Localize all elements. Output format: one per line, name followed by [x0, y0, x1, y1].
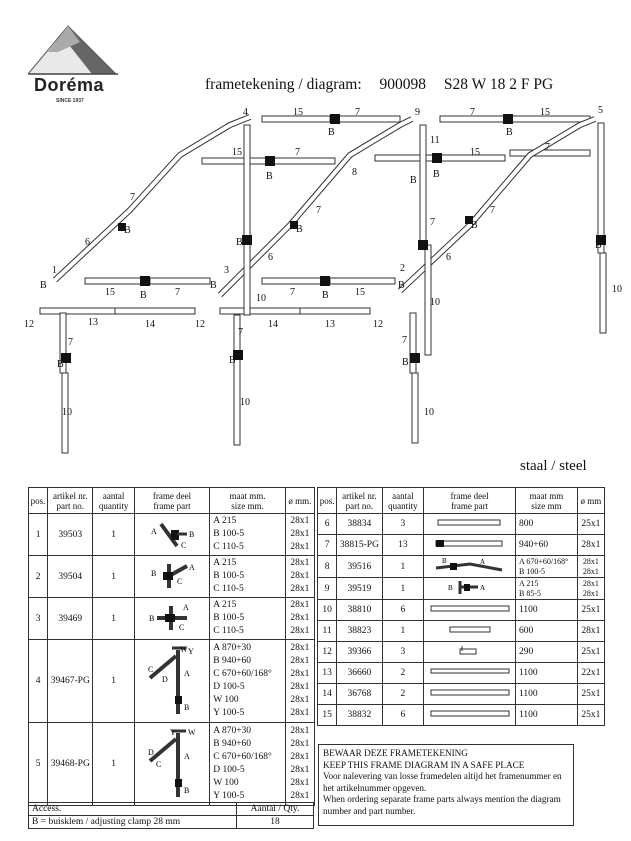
table-row: 6 38834 3 800 25x1 — [318, 514, 605, 535]
table-row: 10 38810 6 1100 25x1 — [318, 600, 605, 621]
tube-icon — [427, 709, 513, 719]
table-row: 12 39366 3 290 25x1 — [318, 642, 605, 663]
svg-text:B: B — [296, 224, 303, 235]
frame-diagram — [0, 95, 631, 455]
tube-icon — [427, 667, 513, 677]
svg-text:D: D — [147, 747, 154, 757]
svg-text:B: B — [328, 127, 335, 138]
svg-text:7: 7 — [545, 142, 550, 153]
svg-text:7: 7 — [238, 327, 243, 338]
svg-text:A: A — [183, 668, 190, 678]
svg-text:14: 14 — [268, 319, 278, 330]
svg-text:B: B — [402, 357, 409, 368]
svg-text:7: 7 — [402, 335, 407, 346]
svg-text:10: 10 — [612, 284, 622, 295]
part-diagram-3 — [147, 600, 197, 634]
svg-text:9: 9 — [415, 107, 420, 118]
acc-item: B = buisklem / adjusting clamp 28 mm — [29, 816, 237, 829]
table-row: 11 38823 1 600 28x1 — [318, 621, 605, 642]
svg-text:B: B — [410, 175, 417, 186]
svg-text:6: 6 — [446, 252, 451, 263]
bent-tube-icon — [430, 556, 510, 574]
svg-text:12: 12 — [373, 319, 383, 330]
col-size: maat mm. size mm. — [210, 488, 286, 514]
svg-text:W: W — [187, 727, 196, 737]
acc-qty-label: Aantal / Qty. — [237, 803, 314, 816]
svg-text:B: B — [506, 127, 513, 138]
col-frame: frame deel frame part — [134, 488, 210, 514]
table-row: 14 36768 2 1100 25x1 — [318, 684, 605, 705]
svg-text:B: B — [150, 569, 157, 578]
svg-text:10: 10 — [62, 407, 72, 418]
tube-icon — [430, 539, 510, 549]
svg-text:B: B — [266, 171, 273, 182]
diagram-number: 900098 — [379, 76, 427, 93]
svg-text:B: B — [140, 290, 147, 301]
svg-text:4: 4 — [243, 107, 248, 118]
part-diagram-1 — [147, 516, 197, 550]
svg-text:2: 2 — [400, 263, 405, 274]
tube-icon — [427, 604, 513, 614]
material-label: staal / steel — [520, 458, 587, 474]
svg-text:10: 10 — [256, 293, 266, 304]
svg-text:A: A — [479, 558, 485, 566]
svg-text:10: 10 — [424, 407, 434, 418]
svg-text:B: B — [40, 280, 47, 291]
svg-text:12: 12 — [195, 319, 205, 330]
acc-title: Access. — [29, 803, 237, 816]
svg-text:B: B — [124, 225, 131, 236]
svg-text:B: B — [595, 240, 602, 251]
part-diagram-2 — [147, 558, 197, 592]
tee-tube-icon — [430, 578, 510, 596]
svg-text:B: B — [183, 702, 190, 712]
svg-text:7: 7 — [175, 287, 180, 298]
svg-text:14: 14 — [145, 319, 155, 330]
svg-text:B: B — [183, 785, 190, 795]
svg-text:D: D — [161, 674, 168, 684]
svg-text:A: A — [188, 563, 195, 572]
brand-name: Doréma — [34, 75, 105, 95]
table-row: 7 38815-PG 13 940+60 28x1 — [318, 535, 605, 556]
svg-text:B: B — [398, 280, 405, 291]
svg-text:B: B — [433, 169, 440, 180]
svg-text:C: C — [180, 541, 187, 550]
svg-text:B: B — [188, 530, 195, 539]
svg-text:B: B — [57, 359, 64, 370]
svg-text:7: 7 — [355, 107, 360, 118]
svg-text:A: A — [183, 751, 190, 761]
brand-logo — [28, 22, 123, 76]
brand-since: SINCE 1937 — [56, 98, 84, 104]
svg-text:7: 7 — [290, 287, 295, 298]
svg-text:7: 7 — [490, 205, 495, 216]
table-row: 1 39503 1 A B C A 215 B 100-5 C 110-5 28x1 28x1 28x1 — [29, 514, 315, 556]
part-diagram-4 — [142, 642, 202, 718]
col-dia: ø mm. — [285, 488, 314, 514]
table-row: 2 39504 1 B A C A 215 B 100-5 C 110-5 28x1 28x1 28x1 — [29, 556, 315, 598]
table-row: 15 38832 6 1100 25x1 — [318, 705, 605, 726]
svg-text:C: C — [155, 759, 162, 769]
svg-text:B: B — [148, 614, 155, 623]
table-row: 4 39467-PG 1 W Y C D A B A 870+30 B 940+60 C 670+60/168° D 100-5 W 100 Y 100-5 28x1 28x1 28x1 28x1 28x1 28x1 — [29, 640, 315, 723]
svg-text:C: C — [176, 577, 183, 586]
table-row: 8 39516 1 B A A 670+60/168° B 100-5 28x1 28x1 — [318, 556, 605, 578]
part-diagram-5 — [142, 725, 202, 801]
col-pos: pos. — [29, 488, 48, 514]
svg-text:Y: Y — [187, 646, 194, 656]
svg-text:12: 12 — [24, 319, 34, 330]
svg-text:7: 7 — [470, 107, 475, 118]
parts-table-right: pos. artikel nr. part no. aantal quantity frame deel frame part maat mm size mm ø mm 6 38834 3 800 25x1 7 38815-PG 13 940+60 28x1 8 39516 1 B A A 670+60/168° B 100-5 28x1 28x1 9 39519 1 B A A 215 B 85-5 28x1 28x1 10 38810 6 1100 25x1 11 38823 1 600 28x1 12 39366 3 290 25x1 13 36660 2 1100 22x1 14 36768 2 1100 25x1 15 38832 6 1100 25x1 — [317, 487, 605, 726]
short-tube-icon — [430, 645, 510, 657]
svg-text:15: 15 — [355, 287, 365, 298]
svg-text:8: 8 — [352, 167, 357, 178]
parts-table-left — [28, 487, 315, 806]
svg-text:B: B — [210, 280, 217, 291]
svg-text:Y: Y — [169, 727, 176, 737]
svg-text:10: 10 — [240, 397, 250, 408]
svg-text:11: 11 — [430, 135, 440, 146]
svg-text:13: 13 — [325, 319, 335, 330]
svg-text:7: 7 — [130, 192, 135, 203]
tube-icon — [430, 518, 510, 528]
svg-text:5: 5 — [598, 105, 603, 116]
acc-qty: 18 — [237, 816, 314, 829]
svg-text:A: A — [150, 527, 157, 536]
svg-text:3: 3 — [224, 265, 229, 276]
svg-text:A: A — [182, 603, 189, 612]
col-part: artikel nr. part no. — [48, 488, 93, 514]
tube-icon — [430, 625, 510, 635]
svg-text:7: 7 — [295, 147, 300, 158]
diagram-label: frametekening / diagram: — [205, 76, 362, 93]
table-row: 5 39468-PG 1 Y W D C A B A 870+30 B 940+60 C 670+60/168° D 100-5 W 100 Y 100-5 28x1 28x1 28x1 28x1 28x1 28x1 — [29, 723, 315, 806]
svg-text:15: 15 — [540, 107, 550, 118]
svg-text:7: 7 — [430, 217, 435, 228]
svg-text:B: B — [322, 290, 329, 301]
svg-text:6: 6 — [85, 237, 90, 248]
svg-text:7: 7 — [316, 205, 321, 216]
svg-text:C: C — [147, 664, 154, 674]
svg-text:7: 7 — [68, 337, 73, 348]
storage-note: BEWAAR DEZE FRAMETEKENING KEEP THIS FRAME DIAGRAM IN A SAFE PLACE Voor nalevering van losse framedelen altijd het framenummer en het artikelnummer opgeven. When ordering separate frame parts always mention the diagram number and part number. — [318, 744, 574, 826]
tube-icon — [427, 688, 513, 698]
svg-text:15: 15 — [293, 107, 303, 118]
svg-text:13: 13 — [88, 317, 98, 328]
svg-text:15: 15 — [232, 147, 242, 158]
table-row: 9 39519 1 B A A 215 B 85-5 28x1 28x1 — [318, 578, 605, 600]
svg-text:B: B — [229, 355, 236, 366]
svg-text:15: 15 — [470, 147, 480, 158]
diagram-title — [205, 76, 567, 94]
table-row: 13 36660 2 1100 22x1 — [318, 663, 605, 684]
svg-text:15: 15 — [105, 287, 115, 298]
svg-text:10: 10 — [430, 297, 440, 308]
svg-text:B: B — [441, 557, 447, 565]
diagram-code: S28 W 18 2 F PG — [443, 76, 554, 93]
col-qty: aantal quantity — [93, 488, 134, 514]
svg-text:W: W — [179, 644, 188, 654]
svg-text:B: B — [471, 220, 478, 231]
accessories-table — [28, 802, 314, 829]
svg-text:B: B — [447, 584, 453, 592]
svg-text:1: 1 — [52, 265, 57, 276]
svg-text:B: B — [236, 237, 243, 248]
svg-text:6: 6 — [268, 252, 273, 263]
table-row: 3 39469 1 B A C A 215 B 100-5 C 110-5 28x1 28x1 28x1 — [29, 598, 315, 640]
svg-text:C: C — [178, 623, 185, 632]
svg-text:A: A — [479, 584, 485, 592]
